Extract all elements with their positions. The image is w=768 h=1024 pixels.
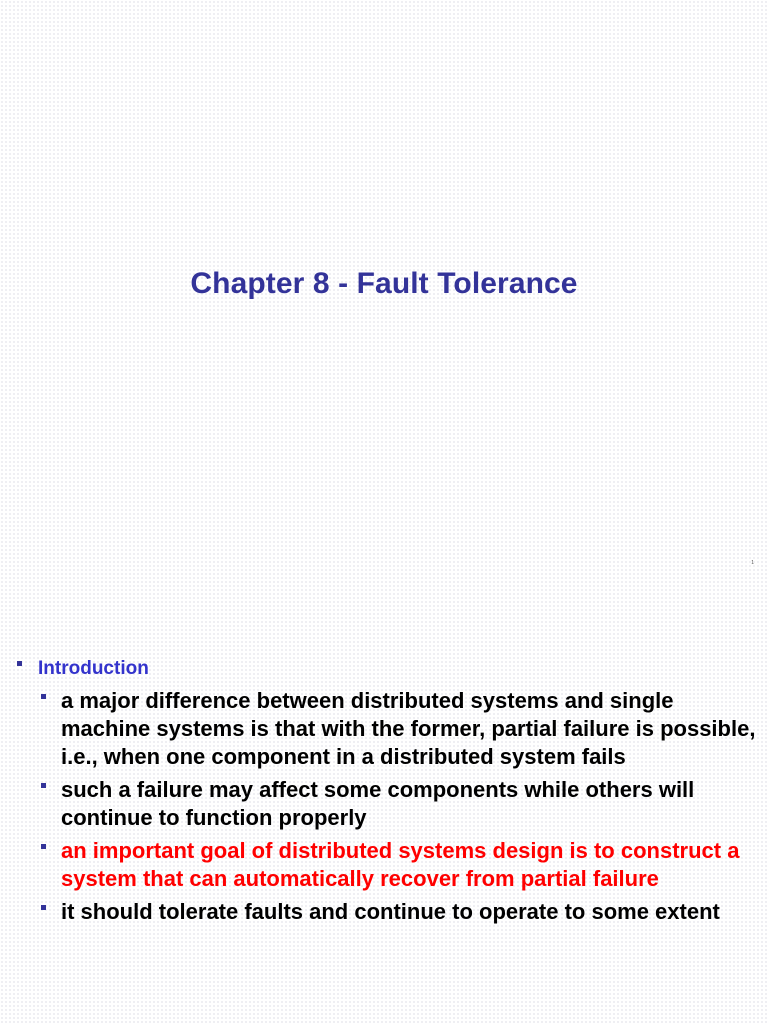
bullet-item <box>41 837 756 893</box>
bullet-text: a major difference between distributed systems and single machine systems is that with the former, partial failure is possible, i.e., when one component in a distributed system fails <box>61 688 756 769</box>
bullet-text: such a failure may affect some components while others will continue to function properly <box>61 777 695 830</box>
bullet-item <box>41 687 756 771</box>
square-bullet-icon <box>41 783 46 788</box>
introduction-bullet-list <box>41 687 756 931</box>
page-number: 1 <box>751 560 754 566</box>
bullet-text-emphasis: an important goal of distributed systems design is to construct a system that can automatically recover from partial failure <box>61 838 740 891</box>
square-bullet-icon <box>41 844 46 849</box>
slide-title-heading: Chapter 8 - Fault Tolerance <box>190 267 578 300</box>
square-bullet-icon <box>17 661 22 666</box>
square-bullet-icon <box>41 905 46 910</box>
bullet-item <box>41 898 756 926</box>
introduction-heading: Introduction <box>38 658 149 679</box>
square-bullet-icon <box>41 694 46 699</box>
introduction-heading-item <box>17 658 149 680</box>
slide-introduction <box>0 570 768 1024</box>
bullet-text: it should tolerate faults and continue to operate to some extent <box>61 899 720 924</box>
bullet-item <box>41 776 756 832</box>
